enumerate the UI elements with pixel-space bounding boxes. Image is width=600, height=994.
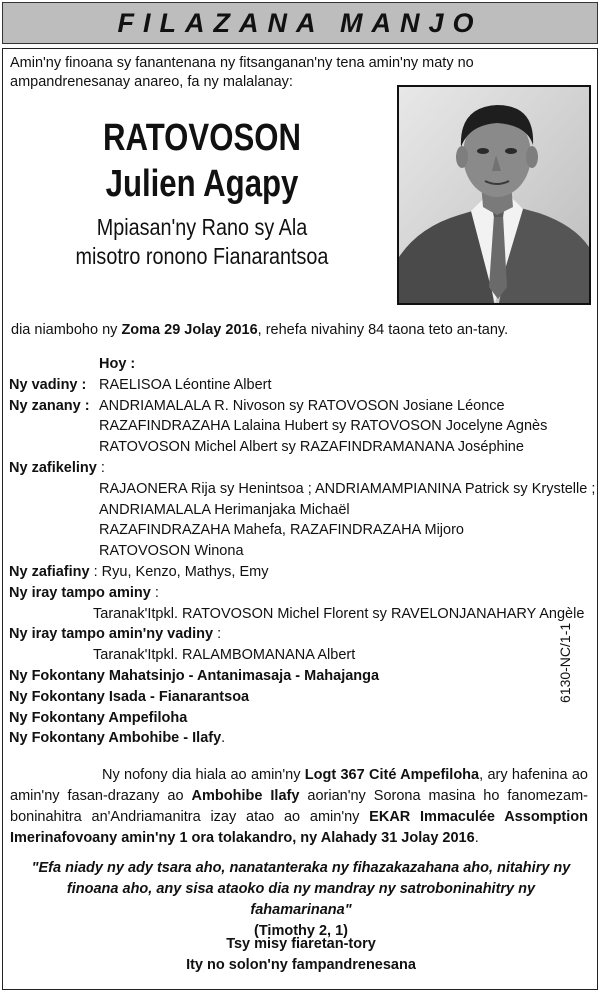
ceremony-details: EKAR Immaculée Assomption Imerinafovoany amin'ny 1 ora tolakandro, ny Alahady 31 Jolay 2016 bbox=[10, 809, 588, 846]
deceased-given-names: Julien Agapy bbox=[105, 163, 299, 205]
deceased-name-block bbox=[3, 115, 401, 271]
header-banner bbox=[2, 2, 598, 44]
obituary-page bbox=[2, 2, 598, 992]
fokontany-item: Ny Fokontany Isada - Fianarantsoa bbox=[9, 688, 250, 705]
deceased-title-line-2: misotro ronono Fianarantsoa bbox=[75, 243, 329, 269]
spouse-label: Ny vadiny : bbox=[9, 376, 87, 393]
siblings-label: Ny iray tampo aminy bbox=[9, 584, 151, 601]
deceased-surname: RATOVOSON bbox=[103, 117, 301, 159]
fokontany-item: Ny Fokontany Ambohibe - Ilafy bbox=[9, 730, 222, 747]
intro-text: Amin'ny finoana sy fanantenana ny fitsanganan'ny tena amin'ny maty no ampandrenesanay anareo, fa ny malalanay: bbox=[10, 55, 474, 90]
great-grandchildren-row bbox=[9, 562, 595, 583]
fokontany-item: Ny Fokontany Ampefiloha bbox=[9, 709, 188, 726]
children-name: ANDRIAMALALA R. Nivoson sy RATOVOSON Josiane Léonce bbox=[99, 397, 505, 414]
death-suffix: , rehefa nivahiny 84 taona teto an-tany. bbox=[257, 322, 509, 338]
closing-line-2: Ity no solon'ny fampandrenesana bbox=[186, 957, 416, 973]
bible-quote bbox=[21, 858, 581, 942]
spouse-siblings-label-row: Ny iray tampo amin'ny vadiny : bbox=[9, 626, 222, 643]
spouse-siblings-name: Taranak'Itpkl. RALAMBOMANANA Albert bbox=[93, 647, 356, 664]
closing-line-1: Tsy misy fiaretan-tory bbox=[226, 936, 376, 952]
closing-notes bbox=[3, 934, 599, 976]
reference-code: 6130-NC/1-1 bbox=[557, 622, 573, 703]
quote-text: "Efa niady ny ady tsara aho, nanatanteraka ny fihazakazahana aho, nitahiry ny finoana aho, any sisa ataoko dia ny mandray ny satroboninahitry ny fahamarinana" bbox=[31, 860, 571, 918]
great-grandchildren-label: Ny zafiafiny bbox=[9, 563, 90, 580]
spouse-row bbox=[9, 375, 595, 396]
death-prefix: dia niamboho ny bbox=[11, 322, 122, 338]
great-grandchildren-names: : Ryu, Kenzo, Mathys, Emy bbox=[89, 563, 269, 580]
grandchildren-name: RAZAFINDRAZAHA Mahefa, RAZAFINDRAZAHA Mijoro bbox=[99, 522, 464, 539]
death-announcement bbox=[11, 322, 508, 338]
banner-title: FILAZANA MANJO bbox=[117, 7, 483, 38]
burial-paragraph: Ny nofony dia hiala ao amin'ny Logt 367 Cité Ampefiloha, ary hafenina ao amin'ny fasan-drazany ao Ambohibe Ilafy aorian'ny Sorona masina ho fanomezam-boninahitra an'Andriamanitra izay atao ao amin'ny EKAR Immaculée Assomption Imerinafovoany amin'ny 1 ora tolakandro, ny Alahady 31 Jolay 2016. bbox=[10, 767, 588, 846]
fokontany-last-row: Ny Fokontany Ambohibe - Ilafy. bbox=[9, 730, 226, 747]
children-name: RAZAFINDRAZAHA Lalaina Hubert sy RATOVOSON Jocelyne Agnès bbox=[99, 418, 548, 435]
siblings-label-row: Ny iray tampo aminy : bbox=[9, 584, 159, 601]
departure-place: Logt 367 Cité Ampefiloha bbox=[304, 767, 480, 783]
children-label: Ny zanany : bbox=[9, 397, 90, 414]
family-list bbox=[9, 354, 595, 749]
deceased-title-line-1: Mpiasan'ny Rano sy Ala bbox=[96, 214, 308, 240]
obituary-frame bbox=[2, 48, 598, 990]
grandchildren-label-row: Ny zafikeliny : bbox=[9, 459, 105, 476]
burial-place: Ambohibe Ilafy bbox=[191, 788, 300, 804]
portrait-illustration bbox=[399, 87, 589, 303]
grandchildren-name: RAJAONERA Rija sy Henintsoa ; ANDRIAMAMPIANINA Patrick sy Krystelle ; bbox=[99, 480, 596, 497]
grandchildren-name: ANDRIAMALALA Herimanjaka Michaël bbox=[99, 501, 350, 518]
siblings-name: Taranak'Itpkl. RATOVOSON Michel Florent sy RAVELONJANAHARY Angèle bbox=[93, 605, 585, 622]
spouse-name: RAELISOA Léontine Albert bbox=[99, 376, 272, 393]
quote-reference: (Timothy 2, 1) bbox=[254, 923, 348, 939]
children-name: RATOVOSON Michel Albert sy RAZAFINDRAMANANA Joséphine bbox=[99, 439, 524, 456]
children-row bbox=[9, 396, 595, 417]
grandchildren-label: Ny zafikeliny bbox=[9, 459, 97, 476]
grandchildren-name: RATOVOSON Winona bbox=[99, 543, 244, 560]
spouse-siblings-label: Ny iray tampo amin'ny vadiny bbox=[9, 626, 214, 643]
portrait-photo bbox=[397, 85, 591, 305]
hoy-label: Hoy : bbox=[99, 356, 136, 372]
fokontany-item: Ny Fokontany Mahatsinjo - Antanimasaja - Mahajanga bbox=[9, 667, 380, 684]
death-date: Zoma 29 Jolay 2016 bbox=[121, 322, 258, 338]
